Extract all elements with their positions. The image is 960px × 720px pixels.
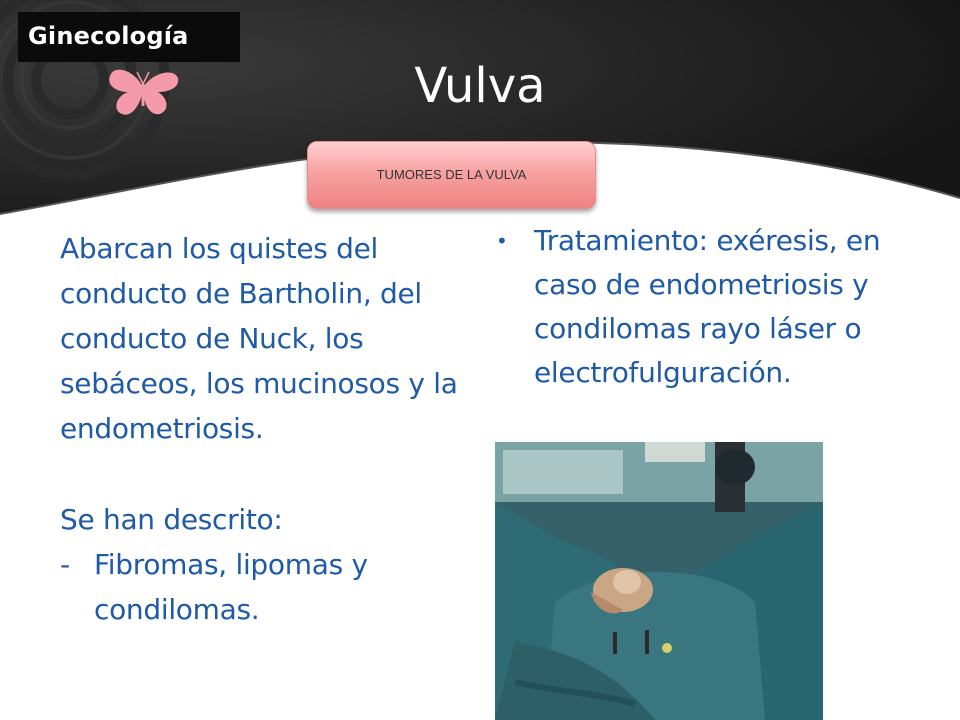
bullet-marker: • [496,229,508,253]
left-paragraph-1: Abarcan los quistes del conducto de Bartholin, del conducto de Nuck, los sebáceos, los mucinosos y la endometriosis. [60,232,458,445]
clinical-photo [495,442,823,720]
list-item [60,542,470,632]
bullet-text: Tratamiento: exéresis, en caso de endometriosis y condilomas rayo láser o electrofulguración. [534,224,881,389]
section-tag-label: TUMORES DE LA VULVA [376,167,527,182]
left-column [60,226,470,632]
brand-label: Ginecología [28,22,189,50]
brand-label-box [18,12,240,62]
right-column [496,219,916,395]
left-paragraph-2: Se han descrito: [60,503,283,536]
list-marker: - [60,548,70,581]
bullet-item [496,219,916,395]
slide-title: Vulva [414,58,546,114]
list-item-text: Fibromas, lipomas y condilomas. [94,548,368,626]
section-tag [307,141,596,209]
